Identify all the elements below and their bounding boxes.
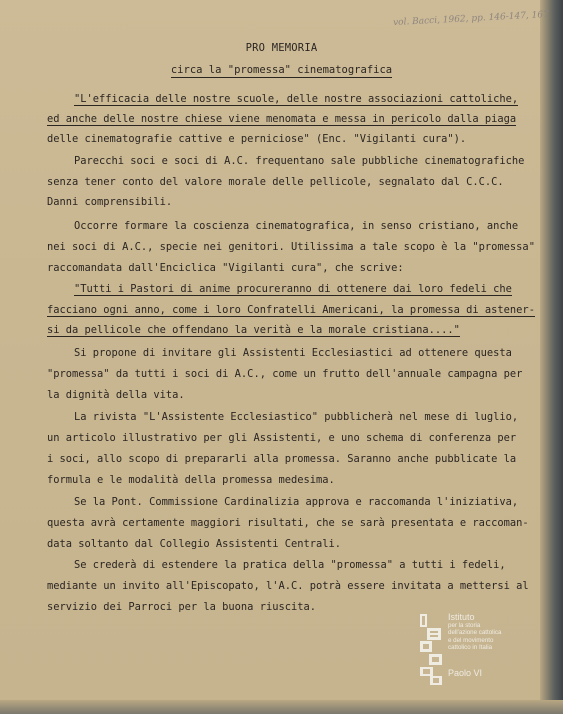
- text-line-17: un articolo illustrativo per gli Assistenti, e uno schema di conferenza per: [47, 432, 517, 444]
- text-line-15: la dignità della vita.: [47, 389, 185, 401]
- text-line-1: "L'efficacia delle nostre scuole, delle nostre associazioni cattoliche,: [74, 93, 519, 105]
- text-line-19: formula e le modalità della promessa medesima.: [47, 474, 335, 486]
- text-line-13: Si propone di invitare gli Assistenti Ecclesiastici ad ottenere questa: [74, 347, 512, 359]
- text-line-11: facciano ogni anno, come i loro Confratelli Americani, la promessa di astener-: [47, 304, 535, 316]
- text-line-10: "Tutti i Pastori di anime procureranno di ottenere dai loro fedeli che: [74, 283, 512, 295]
- watermark-line-2: per la storia: [448, 622, 481, 629]
- document-subtitle: [0, 64, 563, 76]
- text-line-2: ed anche delle nostre chiese viene menomata e messa in pericolo dalla piaga: [47, 113, 517, 125]
- text-line-12: si da pellicole che offendano la verità e la morale cristiana....": [47, 324, 460, 336]
- text-line-4: Parecchi soci e soci di A.C. frequentano sale pubbliche cinematografiche: [74, 155, 525, 167]
- scan-bottom-edge: [0, 700, 563, 714]
- text-line-3: delle cinematografie cattive e perniciose" (Enc. "Vigilanti cura").: [47, 133, 467, 145]
- watermark-line-3: dell'azione cattolica: [448, 629, 502, 637]
- text-line-5: senza tener conto del valore morale delle pellicole, segnalato dal C.C.C.: [47, 176, 504, 188]
- document-title: PRO MEMORIA: [245, 42, 318, 54]
- text-line-22: data soltanto dal Collegio Assistenti Centrali.: [47, 538, 342, 550]
- watermark-line-6: Paolo VI: [448, 668, 483, 679]
- watermark-line-4: e del movimento: [448, 636, 494, 644]
- document-subtitle-text: circa la "promessa" cinematografica: [170, 64, 393, 76]
- text-line-9: raccomandata dall'Enciclica "Vigilanti cura", che scrive:: [47, 262, 404, 274]
- watermark-line-1: Istituto: [448, 612, 475, 622]
- text-line-8: nei soci di A.C., specie nei genitori. Utilissima a tale scopo è la "promessa": [47, 241, 535, 253]
- watermark-line-5: cattolico in Italia: [448, 643, 493, 651]
- text-line-14: "promessa" da tutti i soci di A.C., come un frutto dell'annuale campagna per: [47, 368, 523, 380]
- text-line-20: Se la Pont. Commissione Cardinalizia approva e raccomanda l'iniziativa,: [74, 496, 519, 508]
- text-line-6: Danni comprensibili.: [47, 196, 173, 208]
- text-line-23: Se crederà di estendere la pratica della "promessa" a tutti i fedeli,: [74, 559, 506, 571]
- text-line-7: Occorre formare la coscienza cinematografica, in senso cristiano, anche: [74, 220, 519, 232]
- text-line-16: La rivista "L'Assistente Ecclesiastico" pubblicherà nel mese di luglio,: [74, 411, 519, 423]
- scan-background-edge: [540, 0, 563, 714]
- text-line-24: mediante un invito all'Episcopato, l'A.C. potrà essere invitata a mettersi al: [47, 580, 529, 592]
- text-line-18: i soci, allo scopo di prepararli alla promessa. Saranno anche pubblicate la: [47, 453, 517, 465]
- handwritten-annotation: vol. Bacci, 1962, pp. 146-147, 167: [392, 9, 550, 29]
- text-line-21: questa avrà certamente maggiori risultati, che se sarà presentata e raccoman-: [47, 517, 529, 529]
- isacem-watermark-text: [448, 613, 501, 678]
- text-line-25: servizio dei Parroci per la buona riuscita.: [47, 601, 316, 613]
